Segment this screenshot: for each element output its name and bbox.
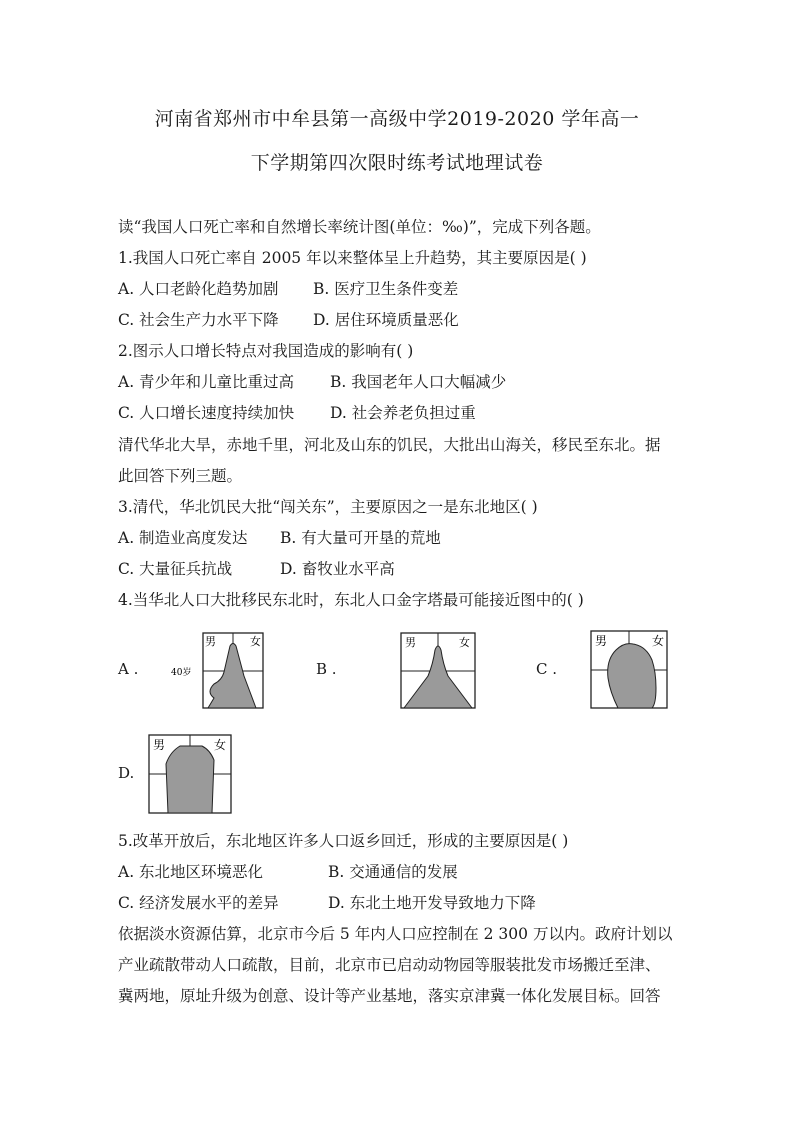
q4-stem: 4.当华北人口大批移民东北时，东北人口金字塔最可能接近图中的( ) [118,591,584,609]
q3-option-b[interactable]: B. 有大量可开垦的荒地 [280,529,441,547]
q5-option-a[interactable]: A. 东北地区环境恶化 [118,863,264,881]
intro-qing-line-2: 此回答下列三题。 [118,467,243,485]
q5-option-c[interactable]: C. 经济发展水平的差异 [118,894,279,912]
q4-b-male-label: 男 [405,636,416,649]
intro-qing-line-1: 清代华北大旱，赤地千里，河北及山东的饥民，大批出山海关，移民至东北。据 [118,436,661,454]
q1-option-c[interactable]: C. 社会生产力水平下降 [118,311,279,329]
q5-option-d[interactable]: D. 东北土地开发导致地力下降 [328,894,536,912]
q4-d-female-label: 女 [214,738,227,752]
q4-pyramid-a[interactable] [168,632,266,710]
intro-beijing-line-3: 冀两地，原址升级为创意、设计等产业基地，落实京津冀一体化发展目标。回答 [118,987,661,1005]
q4-d-male-label: 男 [153,738,166,752]
q4-label-c[interactable]: C . [536,660,558,678]
intro-chart-instruction: 读“我国人口死亡率和自然增长率统计图(单位：‰)”，完成下列各题。 [118,218,601,236]
q3-option-c[interactable]: C. 大量征兵抗战 [118,560,233,578]
q2-option-b[interactable]: B. 我国老年人口大幅减少 [330,373,507,391]
q4-b-female-label: 女 [459,636,470,649]
q1-option-a[interactable]: A. 人口老龄化趋势加剧 [118,280,279,298]
q3-stem: 3.清代，华北饥民大批“闯关东”，主要原因之一是东北地区( ) [118,498,538,516]
q4-c-male-label: 男 [595,634,608,648]
q4-a-female-label: 女 [250,635,261,648]
intro-beijing-line-2: 产业疏散带动人口疏散，目前，北京市已启动动物园等服装批发市场搬迁至津、 [118,956,661,974]
title-line-1: 河南省郑州市中牟县第一高级中学2019-2020 学年高一 [154,108,640,130]
intro-beijing-line-1: 依据淡水资源估算，北京市今后 5 年内人口应控制在 2 300 万以内。政府计划以 [118,925,673,943]
q3-option-d[interactable]: D. 畜牧业水平高 [280,560,395,578]
q2-option-a[interactable]: A. 青少年和儿童比重过高 [118,373,295,391]
q4-label-d[interactable]: D. [118,764,135,782]
q4-c-female-label: 女 [652,634,665,648]
q4-pyramid-b[interactable] [400,632,478,710]
q4-pyramid-c[interactable] [590,630,670,710]
q4-label-b[interactable]: B . [316,660,337,678]
title-line-2: 下学期第四次限时练考试地理试卷 [250,152,544,174]
q5-stem: 5.改革开放后，东北地区许多人口返乡回迁，形成的主要原因是( ) [118,832,569,850]
q4-label-a[interactable]: A . [118,660,139,678]
q1-option-d[interactable]: D. 居住环境质量恶化 [313,311,459,329]
q4-a-age-40-label: 40岁 [171,668,192,678]
q1-option-b[interactable]: B. 医疗卫生条件变差 [313,280,459,298]
q5-option-b[interactable]: B. 交通通信的发展 [328,863,458,881]
q2-stem: 2.图示人口增长特点对我国造成的影响有( ) [118,342,414,360]
q1-stem: 1.我国人口死亡率自 2005 年以来整体呈上升趋势，其主要原因是( ) [118,249,587,267]
q3-option-a[interactable]: A. 制造业高度发达 [118,529,248,547]
q4-pyramid-d[interactable] [148,734,234,816]
q4-a-male-label: 男 [205,635,216,648]
q2-option-c[interactable]: C. 人口增长速度持续加快 [118,404,295,422]
q2-option-d[interactable]: D. 社会养老负担过重 [330,404,476,422]
